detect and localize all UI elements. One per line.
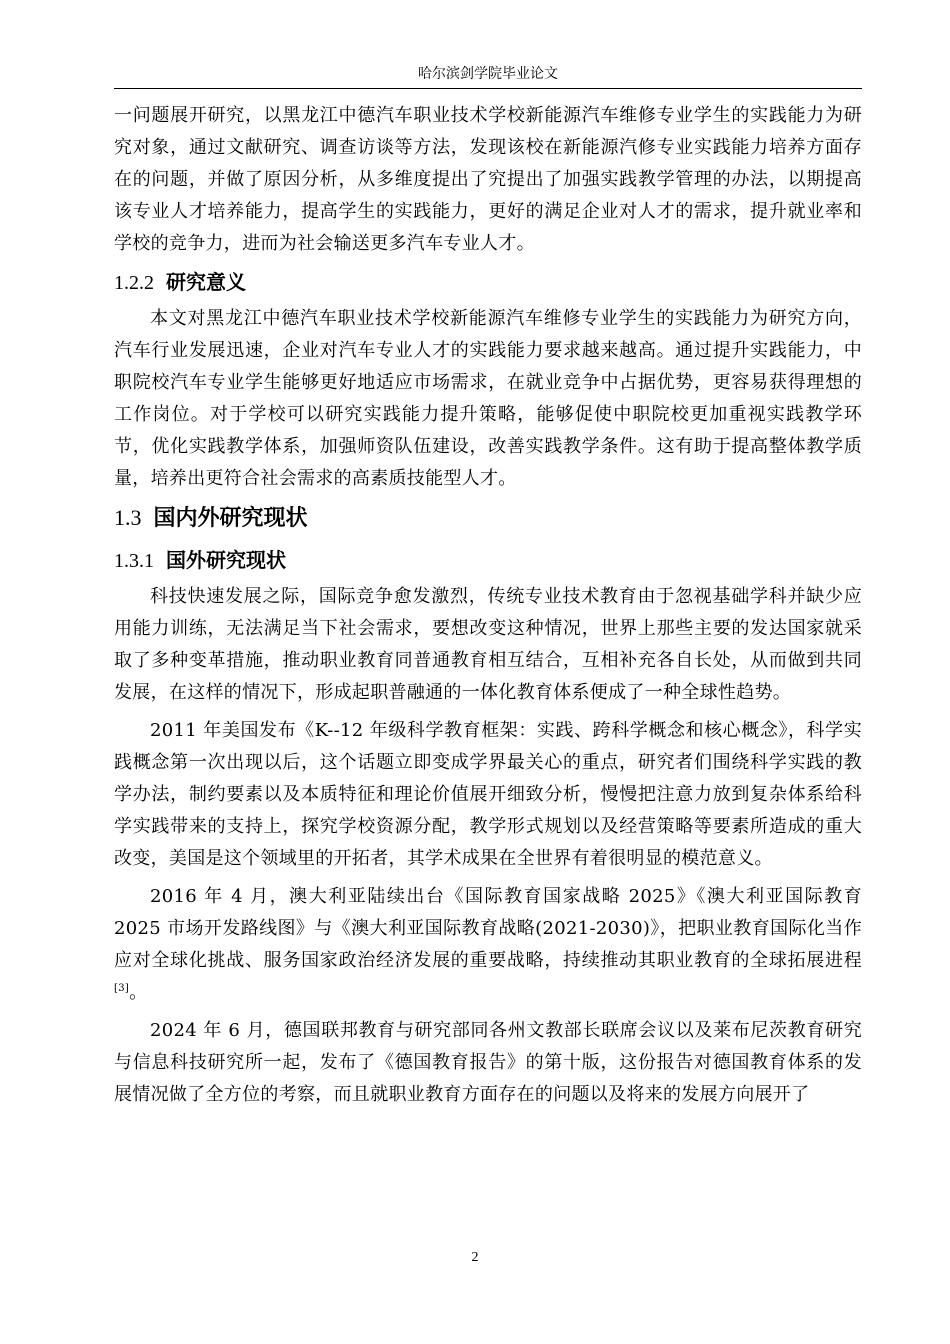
running-header-title: 哈尔滨剑学院毕业论文 bbox=[418, 66, 558, 82]
paragraph-foreign-3-end: 。 bbox=[129, 982, 148, 1003]
section-title: 国外研究现状 bbox=[166, 548, 286, 572]
section-number: 1.3 bbox=[114, 505, 142, 530]
section-heading-1-3 bbox=[114, 499, 862, 538]
running-header bbox=[114, 64, 862, 89]
section-number: 1.3.1 bbox=[114, 550, 154, 572]
paragraph-foreign-2: 2011 年美国发布《K--12 年级科学教育框架：实践、跨科学概念和核心概念》，科学实践概念第一次出现以后，这个话题立即变成学界最关心的重点，研究者们围绕科学实践的教学办法，制约要素以及本质特征和理论价值展开细致分析，慢慢把注意力放到复杂体系给科学实践带来的支持上，探究学校资源分配，教学形式规划以及经营策略等要素所造成的重大改变，美国是这个领域里的开拓者，其学术成果在全世界有着很明显的模范意义。 bbox=[114, 720, 862, 869]
section-number: 1.2.2 bbox=[114, 272, 154, 294]
page-content bbox=[114, 100, 862, 1111]
section-title: 研究意义 bbox=[166, 270, 246, 294]
paragraph-significance: 本文对黑龙江中德汽车职业技术学校新能源汽车维修专业学生的实践能力为研究方向，汽车行业发展迅速，企业对汽车专业人才的实践能力要求越来越高。通过提升实践能力，中职院校汽车专业学生能够更好地适应市场需求，在就业竞争中占据优势，更容易获得理想的工作岗位。对于学校可以研究实践能力提升策略，能够促使中职院校更加重视实践教学环节，优化实践教学体系，加强师资队伍建设，改善实践教学条件。这有助于提高整体教学质量，培养出更符合社会需求的高素质技能型人才。 bbox=[114, 308, 862, 489]
paragraph-foreign-3 bbox=[114, 881, 862, 1009]
section-heading-1-3-1 bbox=[114, 542, 862, 579]
section-heading-1-2-2 bbox=[114, 264, 862, 301]
paragraph-foreign-4: 2024 年 6 月，德国联邦教育与研究部同各州文教部长联席会议以及莱布尼茨教育研究与信息科技研究所一起，发布了《德国教育报告》的第十版，这份报告对德国教育体系的发展情况做了全方位的考察，而且就职业教育方面存在的问题以及将来的发展方向展开了 bbox=[114, 1020, 862, 1105]
paragraph-foreign-1: 科技快速发展之际，国际竞争愈发激烈，传统专业技术教育由于忽视基础学科并缺少应用能力训练，无法满足当下社会需求，要想改变这种情况，世界上那些主要的发达国家就采取了多种变革措施，推动职业教育同普通教育相互结合，互相补充各自长处，从而做到共同发展，在这样的情况下，形成起职普融通的一体化教育体系便成了一种全球性趋势。 bbox=[114, 586, 862, 703]
paragraph-foreign-3-text: 2016 年 4 月，澳大利亚陆续出台《国际教育国家战略 2025》《澳大利亚国际教育 2025 市场开发路线图》与《澳大利亚国际教育战略(2021-2030)》，把职业教育国际化当作应对全球化挑战、服务国家政治经济发展的重要战略，持续推动其职业教育的全球拓展进程 bbox=[114, 886, 862, 971]
section-title: 国内外研究现状 bbox=[153, 506, 308, 531]
page-number: 2 bbox=[471, 1250, 479, 1265]
paragraph-intro: 一问题展开研究，以黑龙江中德汽车职业技术学校新能源汽车维修专业学生的实践能力为研究对象，通过文献研究、调查访谈等方法，发现该校在新能源汽修专业实践能力培养方面存在的问题，并做了原因分析，从多维度提出了究提出了加强实践教学管理的办法，以期提高该专业人才培养能力，提高学生的实践能力，更好的满足企业对人才的需求，提升就业率和学校的竞争力，进而为社会输送更多汽车专业人才。 bbox=[114, 105, 862, 254]
citation-ref: [3] bbox=[114, 983, 130, 994]
